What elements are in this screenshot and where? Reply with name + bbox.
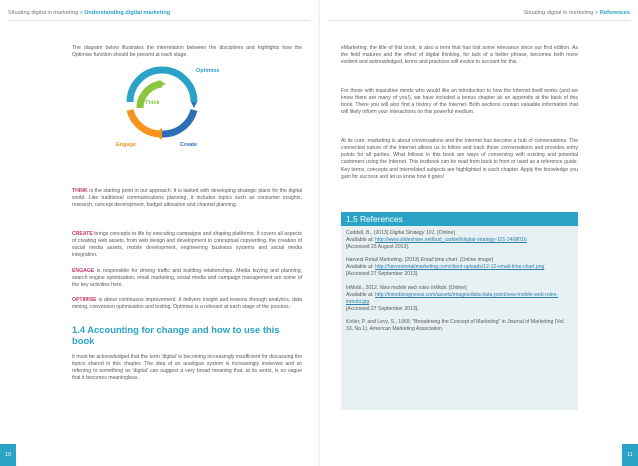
- ref-2-type: . [Online image]: [457, 257, 493, 264]
- create-paragraph: [72, 231, 302, 260]
- think-paragraph: [72, 188, 302, 209]
- ref-1-title: Digital Strategy 101: [389, 230, 435, 236]
- header-left-part1: Situating digital in marketing: [8, 10, 78, 16]
- optimise-keyword: OPTIMISE: [72, 297, 97, 303]
- header-right-part1: Situating digital in marketing: [523, 10, 594, 16]
- create-arrow-head: [191, 102, 197, 108]
- create-arc: [162, 110, 194, 134]
- header-divider-right: [328, 20, 630, 21]
- header-right-sep: >: [594, 10, 599, 16]
- ref-1-link[interactable]: http://www.slideshare.net/bud_caddell/digital-strategy-101-2408016: [375, 237, 527, 244]
- ref-3-type: . [Online]: [446, 284, 467, 291]
- ref-2-accessed: [Accessed 27 September 2013].: [346, 271, 419, 278]
- header-left-sep: >: [79, 10, 83, 16]
- header-breadcrumb-left: [8, 10, 170, 16]
- create-text: brings concepts to life by executing campaigns and shaping platforms. It covers all aspects of creating web assets, from web design and development to conceptual copywriting, the creation of social media assets, mobile development, engineering business systems and social media integration.: [72, 231, 302, 259]
- reference-item: [346, 319, 573, 333]
- ref-2-title: Email time chart: [420, 257, 458, 264]
- engage-text: is responsible for driving traffic and building relationships. Media buying and planning, search engine optimisation, email marketing, social media and campaign management are some of the key activities here.: [72, 268, 302, 289]
- section-1-4-paragraph: It must be acknowledged that the term 'digital' is becoming increasingly insufficient for discussing the topics shared in this chapter. The idea of an analogue system is increasingly irrelevant and so referring to something as 'digital' can suggest a very broad meaning that, at its worst, is so vague that it becomes meaningless.: [72, 354, 302, 382]
- header-right-part2: References: [599, 10, 630, 16]
- ref-2-link[interactable]: http://harvestretailmarketing.com/client-uploads/12-12-email-time-chart.png: [375, 264, 545, 271]
- intro-paragraph: The diagram below illustrates the interrelation between the disciplines and highlights how the Optimise function should be present at each stage.: [72, 45, 302, 59]
- ref-3-available: Available at:: [346, 291, 376, 298]
- page-number-right: 11: [622, 444, 638, 466]
- ref-1-accessed: [Accessed 23 August 2013].: [346, 244, 410, 251]
- ref-4-citation: Kotler, P. and Levy, S., 1969, "Broadening the Concept of Marketing" in Journal of Marketing (Vol. 33, No.1). American Marketing Association.: [346, 318, 565, 333]
- optimise-label: Optimise: [196, 68, 220, 74]
- header-left-part2: Understanding digital marketing: [84, 10, 171, 16]
- ref-3-title: New mobile web rules InMobi: [379, 284, 447, 291]
- cycle-diagram-svg: [92, 52, 242, 162]
- section-heading-1-4: 1.4 Accounting for change and how to use this book: [72, 324, 280, 346]
- references-box: [341, 226, 578, 410]
- reference-item: [346, 230, 573, 251]
- book-spine: [318, 0, 320, 466]
- references-heading: 1.5 References: [341, 212, 578, 226]
- ref-2-available: Available at:: [346, 264, 376, 271]
- header-divider-left: [8, 20, 310, 21]
- header-breadcrumb-right: [523, 10, 630, 16]
- optimise-paragraph: [72, 297, 302, 311]
- engage-arc: [130, 110, 162, 134]
- ref-3-author: InMobi., 2012.: [346, 284, 380, 291]
- think-text: is the starting point in our approach. It is tasked with developing strategic plans for the digital world. Like traditional communications planning, it includes topics such as consumer insights, research, concept development, budget allocation and channel planning.: [72, 188, 302, 209]
- ref-1-available: Available at:: [346, 237, 376, 244]
- page-number-left: 10: [0, 444, 16, 466]
- cycle-diagram: [92, 52, 242, 167]
- optimise-text: is about continuous improvement. It delivers insight and lessons through analytics, data mining, conversion optimisation and testing. Optimise is a relevant at each stage of the process.: [72, 297, 302, 311]
- emarketing-paragraph: eMarketing, the title of this book, is also a term that has lost some relevance since our first edition. As the field matures and the effect of digital thinking, for lack of a better phrase, becomes both more evident and acknowledged, terms and practices will evolve to account for this.: [341, 45, 578, 66]
- create-keyword: CREATE: [72, 231, 93, 237]
- engage-label: Engage: [116, 142, 136, 148]
- conversations-paragraph: At its core, marketing is about conversations and the Internet has become a hub of conversations. The connected nature of the Internet allows us to follow and track those conversations and provides entry points for all parties. What follows in this book are ways of conversing with existing and potential customers using the Internet. This textbook can be read from back to front or used as a reference guide. Key terms, concepts and interrelated subjects are highlighted in each chapter. Apply the knowledge you gain for success and let us know how it goes!: [341, 138, 578, 180]
- engage-paragraph: [72, 268, 302, 289]
- ref-2-author: Harvest Retail Marketing, (2013): [346, 257, 421, 264]
- reference-item: [346, 257, 573, 278]
- think-label: Think: [145, 100, 160, 106]
- think-keyword: THINK: [72, 188, 88, 194]
- ref-3-link[interactable]: http://inmobicognesss.com/assets/images/data-data-point/new-mobile-web-rules-inmobi.jpg: [346, 291, 558, 305]
- create-label: Create: [180, 142, 198, 148]
- reference-item: [346, 285, 573, 313]
- engage-arrow-head: [154, 128, 162, 140]
- ref-3-accessed: [Accessed 27 September 2013].: [346, 305, 419, 312]
- internet-appendix-paragraph: For those with inquisitive minds who would like an introduction to how the Internet itself works (and we know there are many of you!), we have included a bonus chapter as an appendix at the back of this book. There you will also find a history of the Internet. Both sections contain valuable information that will likely inform your interactions on this powerful medium.: [341, 88, 578, 116]
- ref-1-author: Cuddell, B., (2013): [346, 230, 390, 236]
- ref-1-type: . [Online]: [434, 230, 455, 236]
- engage-keyword: ENGAGE: [72, 268, 95, 274]
